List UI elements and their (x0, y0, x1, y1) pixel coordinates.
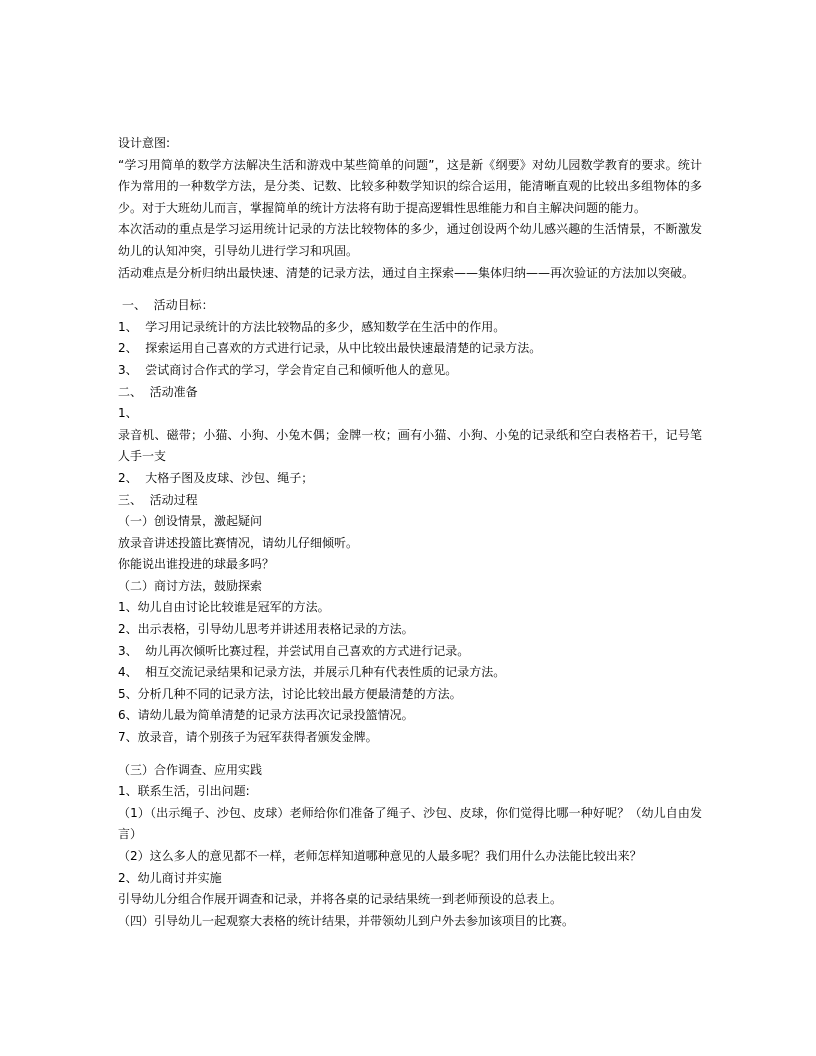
goal-item-1: 1、 学习用记录统计的方法比较物品的多少，感知数学在生活中的作用。 (118, 319, 506, 334)
goals-heading: 一、 活动目标： (122, 298, 214, 313)
preparation-heading: 二、 活动准备 (118, 384, 198, 399)
part2-item-7: 7、放录音，请个别孩子为冠军获得者颁发金牌。 (118, 730, 378, 745)
preparation-materials: 录音机、磁带；小猫、小狗、小兔木偶；金牌一枚；画有小猫、小狗、小兔的记录纸和空白表格若干，记号笔人手一支 (118, 427, 702, 464)
part1-heading: （一）创设情景，激起疑问 (118, 514, 263, 529)
goal-item-2: 2、 探索运用自己喜欢的方式进行记录，从中比较出最快速最清楚的记录方法。 (118, 341, 542, 356)
document-page (118, 133, 702, 932)
preparation-item-2: 2、 大格子图及皮球、沙包、绳子； (118, 470, 314, 485)
part2-item-6: 6、请幼儿最为简单清楚的记录方法再次记录投篮情况。 (118, 708, 414, 723)
design-intent-title: 设计意图: (118, 136, 171, 150)
part2-item-3: 3、 幼儿再次倾听比赛过程，并尝试用自己喜欢的方式进行记录。 (118, 643, 470, 658)
design-intent-paragraph-1: “学习用简单的数学方法解决生活和游戏中某些简单的问题”，这是新《纲要》对幼儿园数学教育的要求。统计作为常用的一种数学方法，是分类、记数、比较多种数学知识的综合运用，能清晰直观的比较出多组物体的多少。对于大班幼儿而言，掌握简单的统计方法将有助于提高逻辑性思维能力和自主解决问题的能力。 (118, 157, 702, 215)
part3-item-1: 1、联系生活，引出问题: (118, 784, 250, 799)
part3-item-5: 引导幼儿分组合作展开调查和记录，并将各桌的记录结果统一到老师预设的总表上。 (118, 892, 563, 907)
part2-item-1: 1、幼儿自由讨论比较谁是冠军的方法。 (118, 600, 330, 615)
part3-heading: （三）合作调查、应用实践 (118, 762, 263, 777)
part4-heading: （四）引导幼儿一起观察大表格的统计结果，并带领幼儿到户外去参加该项目的比赛。 (118, 913, 575, 928)
part1-item-1: 放录音讲述投篮比赛情况，请幼儿仔细倾听。 (118, 535, 359, 550)
design-intent-paragraph-2: 本次活动的重点是学习运用统计记录的方法比较物体的多少，通过创设两个幼儿感兴趣的生活情景，不断激发幼儿的认知冲突，引导幼儿进行学习和巩固。 (118, 222, 702, 258)
part2-item-4: 4、 相互交流记录结果和记录方法，并展示几种有代表性质的记录方法。 (118, 665, 506, 680)
process-heading: 三、 活动过程 (118, 492, 198, 507)
part3-item-3: （2）这么多人的意见都不一样，老师怎样知道哪种意见的人最多呢？我们用什么办法能比较出来？ (118, 849, 642, 863)
spacer (118, 284, 702, 295)
part1-item-2: 你能说出谁投进的球最多吗？ (118, 557, 275, 572)
preparation-item-1: 1、 (118, 406, 138, 421)
part2-item-2: 2、出示表格，引导幼儿思考并讲述用表格记录的方法。 (118, 622, 414, 637)
part3-item-4: 2、幼儿商讨并实施 (118, 870, 222, 885)
part2-item-5: 5、分析几种不同的记录方法，讨论比较出最方便最清楚的方法。 (118, 686, 462, 701)
design-intent-paragraph-3: 活动难点是分析归纳出最快速、清楚的记录方法，通过自主探索——集体归纳——再次验证的方法加以突破。 (118, 265, 695, 280)
part3-item-2: （1）（出示绳子、沙包、皮球）老师给你们准备了绳子、沙包、皮球，你们觉得比哪一种好呢？（幼儿自由发言） (118, 805, 702, 842)
spacer (118, 749, 702, 760)
goal-item-3: 3、 尝试商讨合作式的学习，学会肯定自己和倾听他人的意见。 (118, 362, 458, 377)
part2-heading: （二）商讨方法，鼓励探索 (118, 578, 263, 593)
